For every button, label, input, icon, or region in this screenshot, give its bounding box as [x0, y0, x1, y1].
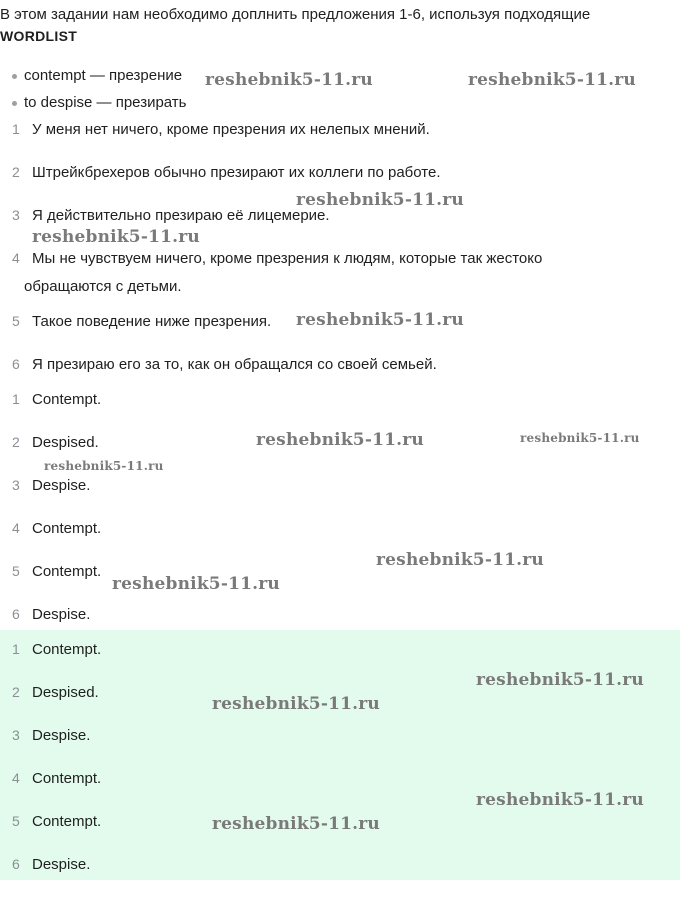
wordlist-title: WORDLIST: [0, 28, 78, 44]
answer-number: 5: [12, 563, 20, 579]
sentence-text: Такое поведение ниже презрения.: [32, 313, 272, 330]
wordlist-item: [12, 93, 187, 112]
sentence-number: 1: [12, 121, 20, 137]
watermark: reshebnik5-11.ru: [212, 694, 380, 714]
answer-text: Despised.: [32, 684, 99, 701]
wordlist-item: [12, 66, 182, 85]
watermark: reshebnik5-11.ru: [520, 431, 640, 445]
watermark: reshebnik5-11.ru: [296, 190, 464, 210]
answer-number: 5: [12, 813, 20, 829]
sentence-text: Я действительно презираю её лицемерие.: [32, 207, 330, 224]
watermark: reshebnik5-11.ru: [476, 670, 644, 690]
watermark: reshebnik5-11.ru: [112, 574, 280, 594]
answer-text: Contempt.: [32, 391, 102, 408]
sentence-number: 5: [12, 313, 20, 329]
answer-number: 4: [12, 520, 20, 536]
watermark: reshebnik5-11.ru: [44, 459, 164, 473]
sentence-number: 3: [12, 207, 20, 223]
answer-text: Contempt.: [32, 641, 102, 658]
watermark: reshebnik5-11.ru: [212, 814, 380, 834]
answer-text: Despised.: [32, 434, 99, 451]
sentence-number: 2: [12, 164, 20, 180]
answer-number: 2: [12, 434, 20, 450]
answer-number: 1: [12, 641, 20, 657]
sentence-text: Мы не чувствуем ничего, кроме презрения к людям, которые так жестоко: [32, 250, 543, 267]
answer-number: 3: [12, 727, 20, 743]
intro-text: В этом задании нам необходимо доплнить предложения 1-6, используя подходящие: [0, 6, 591, 23]
answer-text: Contempt.: [32, 770, 102, 787]
watermark: reshebnik5-11.ru: [376, 550, 544, 570]
watermark: reshebnik5-11.ru: [476, 790, 644, 810]
watermark: reshebnik5-11.ru: [468, 70, 636, 90]
answer-text: Contempt.: [32, 813, 102, 830]
answer-text: Despise.: [32, 727, 91, 744]
watermark: reshebnik5-11.ru: [205, 70, 373, 90]
answer-text: Contempt.: [32, 520, 102, 537]
wordlist-item-label: to despise — презирать: [24, 94, 187, 111]
bullet-icon: [12, 74, 17, 79]
sentence-text: Штрейкбрехеров обычно презирают их коллеги по работе.: [32, 164, 441, 181]
watermark: reshebnik5-11.ru: [296, 310, 464, 330]
answer-number: 2: [12, 684, 20, 700]
answer-text: Despise.: [32, 606, 91, 623]
watermark: reshebnik5-11.ru: [256, 430, 424, 450]
sentence-text: У меня нет ничего, кроме презрения их нелепых мнений.: [32, 121, 430, 138]
watermark: reshebnik5-11.ru: [32, 227, 200, 247]
answer-text: Despise.: [32, 856, 91, 873]
answer-number: 4: [12, 770, 20, 786]
sentence-number: 6: [12, 356, 20, 372]
sentence-number: 4: [12, 250, 20, 266]
highlighted-answer-box: [0, 630, 680, 880]
bullet-icon: [12, 101, 17, 106]
answer-text: Contempt.: [32, 563, 102, 580]
answer-number: 6: [12, 606, 20, 622]
sentence-continuation: обращаются с детьми.: [24, 278, 182, 295]
answer-number: 1: [12, 391, 20, 407]
answer-number: 6: [12, 856, 20, 872]
wordlist-item-label: contempt — презрение: [24, 67, 183, 84]
sentence-text: Я презираю его за то, как он обращался со своей семьей.: [32, 356, 437, 373]
answer-text: Despise.: [32, 477, 91, 494]
answer-number: 3: [12, 477, 20, 493]
